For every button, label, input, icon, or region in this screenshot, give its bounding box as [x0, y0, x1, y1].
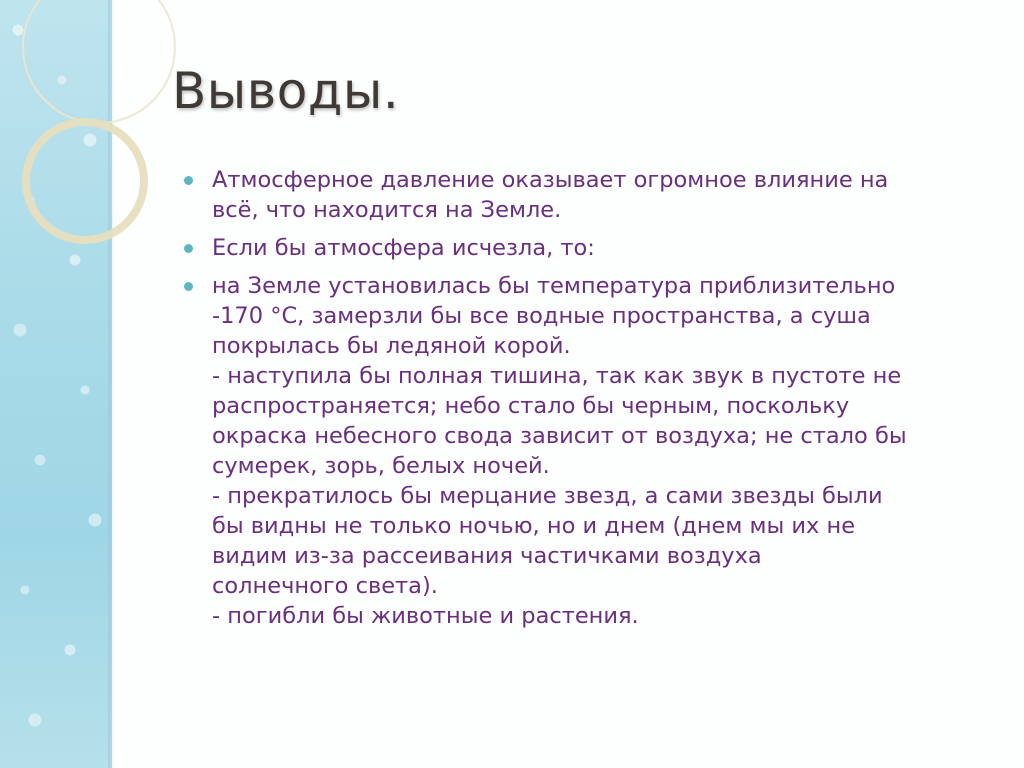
bullet-3-line-11: солнечного света). [212, 573, 438, 599]
bullet-3-line-10: видим из-за рассеивания частичками воздуха [212, 543, 762, 569]
bullet-3-line-4: - наступила бы полная тишина, так как звук в пустоте не [212, 363, 902, 389]
bullet-1-line-1: Атмосферное давление оказывает огромное влияние на [212, 167, 889, 193]
bullet-2-line-1: Если бы атмосфера исчезла, то: [212, 235, 595, 261]
decorative-ring-thick [22, 118, 148, 244]
bullet-3-line-12: - погибли бы животные и растения. [212, 603, 639, 629]
bullet-dot-icon [184, 282, 193, 291]
bullet-item-2 [180, 233, 995, 263]
bullet-3-line-5: распространяется; небо стало бы черным, поскольку [212, 393, 850, 419]
bullet-item-3 [180, 271, 995, 631]
bullet-3-line-7: сумерек, зорь, белых ночей. [212, 453, 550, 479]
bullet-3-line-9: бы видны не только ночью, но и днем (днем мы их не [212, 513, 856, 539]
bullet-dot-icon [184, 176, 193, 185]
bullet-item-1 [180, 165, 995, 225]
bullet-3-line-2: -170 °С, замерзли бы все водные пространства, а суша [212, 303, 871, 329]
bullet-3-line-6: окраска небесного свода зависит от воздуха; не стало бы [212, 423, 907, 449]
bullet-dot-icon [184, 244, 193, 253]
slide-title: Выводы. [172, 62, 400, 120]
bullet-3-line-8: - прекратилось бы мерцание звезд, а сами звезды были [212, 483, 883, 509]
bullet-1-line-2: всё, что находится на Земле. [212, 197, 562, 223]
bullet-list [180, 165, 995, 639]
bullet-3-line-1: на Земле установилась бы температура приблизительно [212, 273, 896, 299]
bullet-3-line-3: покрылась бы ледяной корой. [212, 333, 571, 359]
